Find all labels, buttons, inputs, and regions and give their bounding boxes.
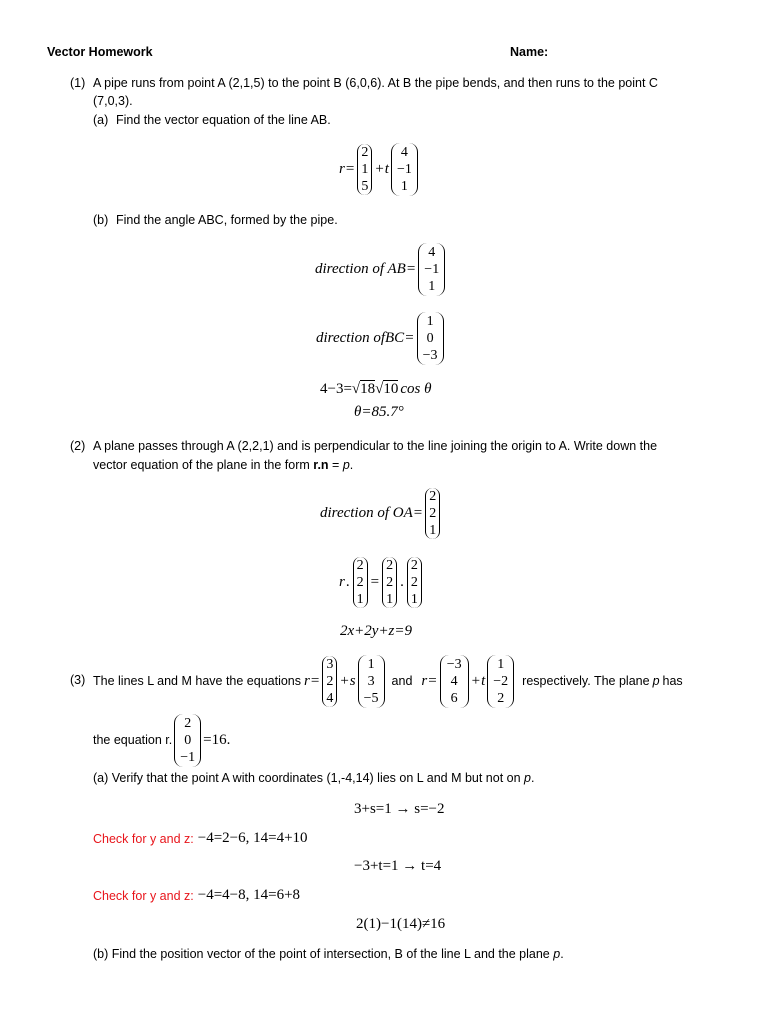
- q3-line-equations: The lines L and M have the equations r = 3 2 4 + s 1 3 −5 and r = −3 4 6 + t 1 −2 2 respectively. The plane p has: [93, 656, 683, 706]
- q3a-eq-t: −3+t=1 → t=4: [354, 858, 442, 874]
- q3a-check-1: Check for y and z: −4=2−6, 14=4+10: [93, 830, 308, 846]
- r-symbol: r: [339, 161, 345, 177]
- q2-direction-oa: direction of OA = 2 2 1: [320, 488, 442, 539]
- name-label: Name:: [510, 45, 549, 59]
- direction-vector: 4 −1 1: [391, 143, 418, 196]
- q1b-direction-bc: direction ofBC = 1 0 −3: [316, 312, 446, 365]
- q1-text-line1: A pipe runs from point A (2,1,5) to the point B (6,0,6). At B the pipe bends, and then runs to the point C: [93, 76, 658, 90]
- document-title: Vector Homework: [47, 45, 153, 59]
- q1b-angle-result: θ=85.7°: [354, 404, 404, 420]
- q3b-text: (b) Find the position vector of the point of intersection, B of the line L and the plane p.: [93, 947, 564, 961]
- q2-cartesian-equation: 2x+2y+z=9: [340, 623, 413, 639]
- q1b-direction-ab: direction of AB = 4 −1 1: [315, 243, 447, 296]
- q1-text-line2: (7,0,3).: [93, 94, 133, 108]
- q3a-plane-check: 2(1)−1(14)≠16: [356, 916, 446, 932]
- q1a-line-equation: r = 2 1 5 + t 4 −1 1: [339, 143, 420, 196]
- q3a-check-2: Check for y and z: −4=4−8, 14=6+8: [93, 887, 301, 903]
- q1a-text: Find the vector equation of the line AB.: [116, 113, 331, 127]
- q1a-label: (a): [93, 113, 109, 127]
- q2-text-line2: vector equation of the plane in the form r.n = p.: [93, 458, 354, 472]
- q1b-text: Find the angle ABC, formed by the pipe.: [116, 213, 338, 227]
- q2-dot-product-equation: r . 2 2 1 = 2 2 1 . 2 2 1: [339, 557, 424, 608]
- q1-number: (1): [70, 76, 86, 90]
- q3a-eq-s: 3+s=1 → s=−2: [354, 801, 445, 817]
- q1b-cosine-equation: 4−3= √ 18 √ 10 cos θ: [320, 380, 432, 397]
- q3-plane-equation: the equation r. 2 0 −1 =16.: [93, 715, 231, 765]
- q3a-text: (a) Verify that the point A with coordinates (1,-4,14) lies on L and M but not on p.: [93, 771, 535, 785]
- position-vector: 2 1 5: [357, 144, 372, 195]
- q1b-label: (b): [93, 213, 109, 227]
- q2-number: (2): [70, 439, 86, 453]
- q3-number: (3): [70, 673, 86, 687]
- q2-text-line1: A plane passes through A (2,2,1) and is perpendicular to the line joining the origin to A. Write down the: [93, 439, 658, 453]
